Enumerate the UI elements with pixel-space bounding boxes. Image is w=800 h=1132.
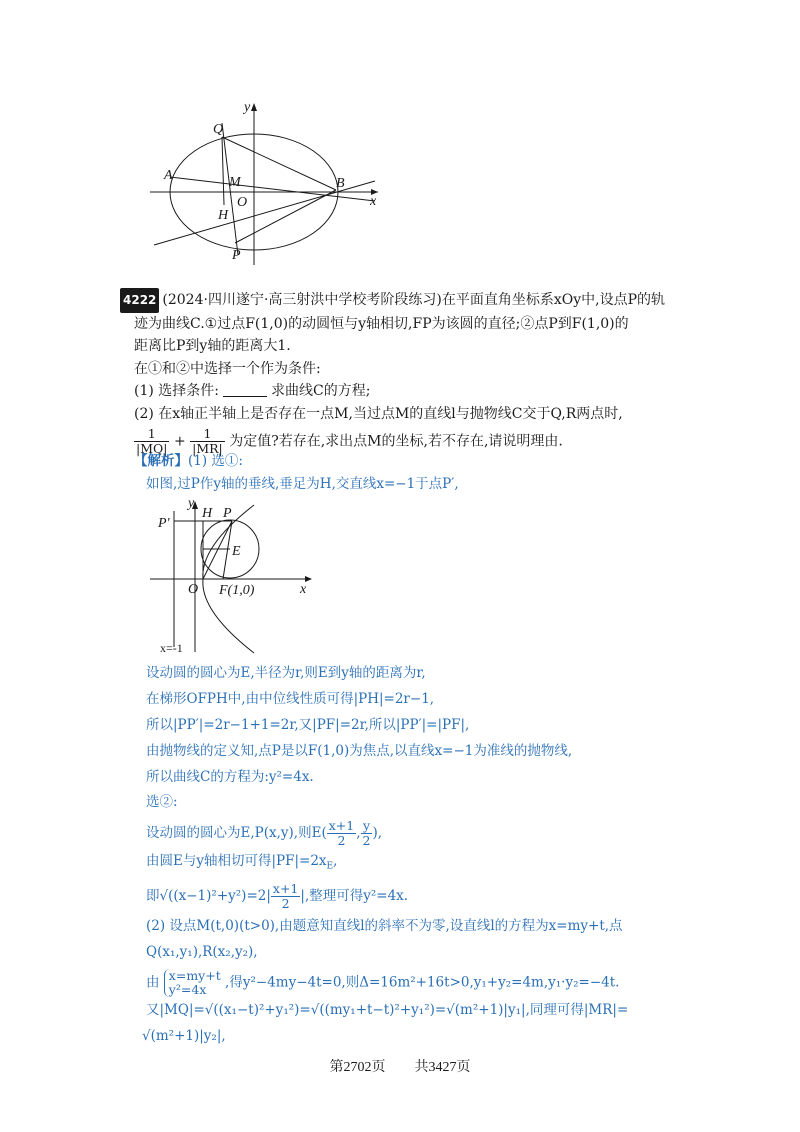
solution-line-9: 设动圆的圆心为E,P(x,y),则E( $\frac{x+1}{2}$ , $\frac{y}{2}$ ), (146, 818, 383, 848)
fig1-label-B: B (336, 176, 345, 191)
solution-line-7: 所以曲线C的方程为:y²=4x. (146, 769, 314, 785)
fraction-mq: $\frac{1}{|MQ|}$ (136, 426, 168, 456)
fig2-label-y: y (188, 497, 195, 511)
solution-body (146, 660, 746, 790)
solution-line-11: 即√((x−1)²+y²)=2| $\frac{x+1}{2}$ |,整理可得y²=4x. (146, 880, 409, 911)
solution-line-10: 由圆E与y轴相切可得$|PF|=2x_E$, (146, 853, 338, 872)
solution-line-5: 所以|PP′|=2r−1+1=2r,又|PF|=2r,所以|PP′|=|PF|, (146, 717, 470, 733)
page-total: 共3427页 (414, 1060, 471, 1075)
fig2-label-directrix: x=-1 (160, 641, 183, 655)
problem-line-3: 距离比P到y轴的距离大1. (134, 338, 291, 354)
problem-line-4: 在①和②中选择一个作为条件: (134, 360, 321, 377)
fig1-label-O: O (237, 195, 248, 210)
problem-line-1: 4222 (2024·四川遂宁·高三射洪中学校考阶段练习)在平面直角坐标系xOy中,设点P的轨 (120, 288, 680, 313)
fig1-label-y: y (244, 100, 251, 115)
solution-line-15: 又|MQ|=√((x₁−t)²+y₁²)=√((my₁+t−t)²+y₁²)=√(m²+1)|y₁|,同理可得|MR|= (146, 1001, 629, 1018)
fig2-label-H: H (202, 506, 213, 521)
question-2-line-1: (2) 在x轴正半轴上是否存在一点M,当过点M的直线l与抛物线C交于Q,R两点时, (134, 405, 623, 422)
solution-line-8: 选②: (146, 794, 178, 810)
fig1-label-Q: Q (213, 122, 224, 137)
ellipse-figure (140, 95, 390, 270)
solution-choice-2 (142, 789, 766, 1049)
solution-line-6: 由抛物线的定义知,点P是以F(1,0)为焦点,以直线x=−1为准线的抛物线, (146, 743, 573, 759)
solution-line-12: (2) 设点M(t,0)(t>0),由题意知直线l的斜率不为零,设直线l的方程为x=my+t,点 (146, 917, 623, 934)
parabola-figure (150, 497, 320, 657)
fig1-label-A: A (164, 168, 173, 183)
fraction-mr: $\frac{1}{|MR|}$ (192, 426, 223, 456)
solution-line-13: Q(x₁,y₁),R(x₂,y₂), (146, 943, 258, 960)
question-2-line-2: $\frac{1}{|MQ|}$ + $\frac{1}{|MR|}$ 为定值?若存在,求出点M的坐标,若不存在,请说明理由. (136, 426, 563, 456)
solution-line-14: 由 x=my+t y²=4x ,得y²−4my−4t=0,则Δ=16m²+16t>0,y₁+y₂=4m,y₁·y₂=−4t. (146, 967, 620, 997)
frac-x1-2b: $\frac{x+1}{2}$ (272, 880, 299, 911)
fig1-label-M: M (229, 175, 241, 190)
answer-blank (223, 382, 267, 397)
solution-line-4: 在梯形OFPH中,由中位线性质可得|PH|=2r−1, (146, 691, 435, 707)
problem-line-2: 迹为曲线C.①过点F(1,0)的动圆恒与y轴相切,FP为该圆的直径;②点P到F(1,0)的 (134, 315, 629, 332)
solution-line-3: 设动圆的圆心为E,半径为r,则E到y轴的距离为r, (146, 665, 426, 681)
solution-line-2: 如图,过P作y轴的垂线,垂足为H,交直线x=−1于点P′, (146, 476, 459, 492)
problem-block (120, 288, 680, 456)
problem-number: 4222 (120, 288, 159, 313)
equation-system: x=my+t y²=4x (164, 969, 221, 997)
fig2-label-x: x (300, 582, 307, 597)
question-1: (1) 选择条件: 求曲线C的方程; (134, 383, 371, 399)
frac-y-2: $\frac{y}{2}$ (362, 818, 371, 848)
fig2-label-O: O (188, 582, 199, 597)
fig1-label-x: x (370, 194, 377, 209)
page-footer (0, 1056, 800, 1076)
frac-x1-2: $\frac{x+1}{2}$ (328, 818, 355, 848)
solution-line-16: √(m²+1)|y₂|, (142, 1027, 226, 1044)
fig2-label-Pprime: P′ (158, 516, 170, 531)
fig2-label-F: F(1,0) (219, 583, 255, 598)
fig2-label-E: E (232, 544, 241, 559)
page-number: 第2702页 (329, 1060, 386, 1075)
fig2-label-P: P (223, 506, 232, 521)
solution-header: 【解析】(1) 选①: (134, 453, 243, 469)
fig1-label-H: H (218, 208, 229, 223)
fig1-label-P: P (232, 248, 241, 263)
